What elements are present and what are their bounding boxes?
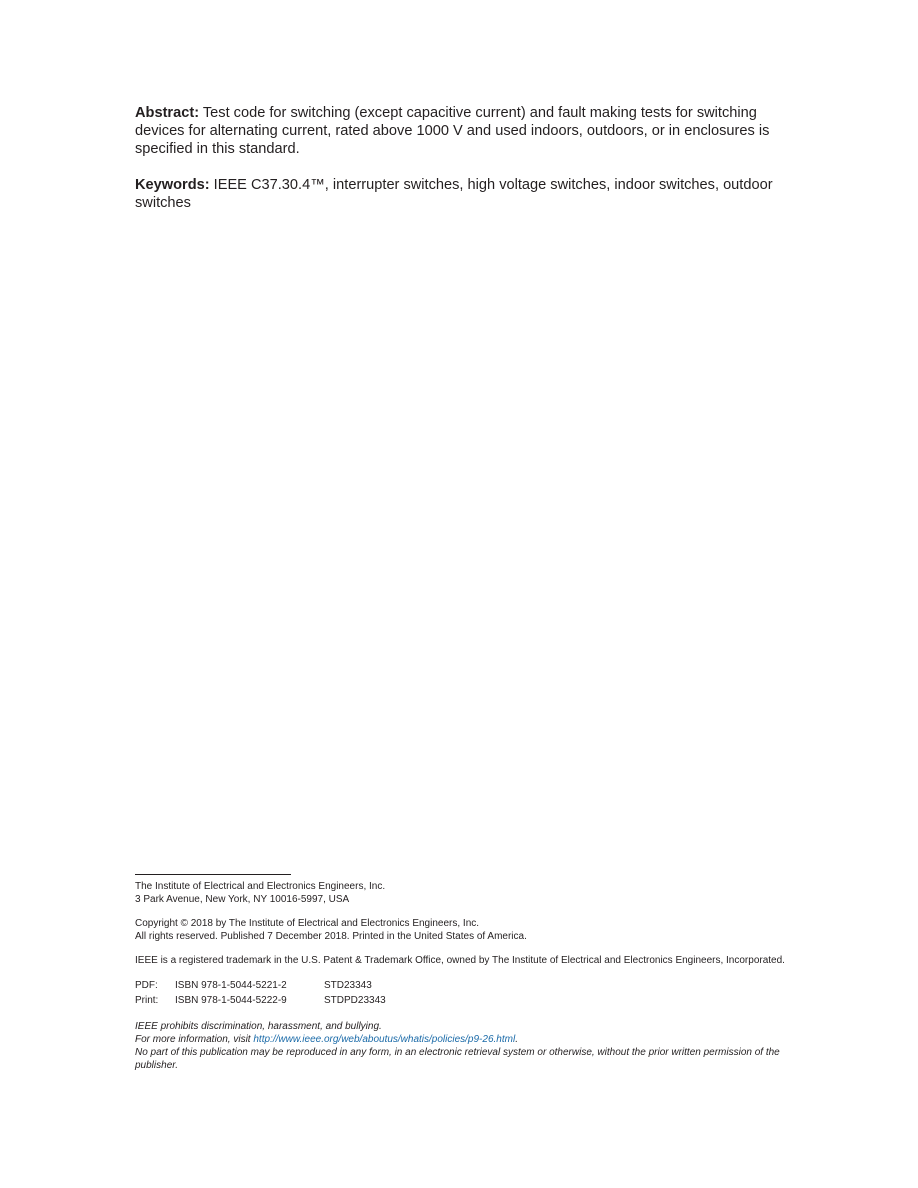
- keywords-text: IEEE C37.30.4™, interrupter switches, high voltage switches, indoor switches, outdoor switches: [135, 177, 773, 211]
- abstract-text: Test code for switching (except capacitive current) and fault making tests for switching devices for alternating current, rated above 1000 V and used indoors, outdoors, or in enclosures is specified in this standard.: [135, 105, 770, 157]
- policy-statement: IEEE prohibits discrimination, harassment, and bullying.: [135, 1021, 382, 1032]
- policy-link[interactable]: http://www.ieee.org/web/aboutus/whatis/policies/p9-26.html: [253, 1034, 516, 1045]
- abstract-section: [135, 104, 787, 212]
- policy-info-prefix: For more information, visit: [135, 1034, 254, 1045]
- isbn-stock-code: STD23343: [324, 980, 372, 991]
- keywords-paragraph: [135, 176, 787, 212]
- copyright-info: [135, 917, 787, 943]
- rights-line: All rights reserved. Published 7 December 2018. Printed in the United States of America.: [135, 931, 527, 942]
- isbn-list: [135, 978, 787, 1008]
- copyright-line: Copyright © 2018 by The Institute of Electrical and Electronics Engineers, Inc.: [135, 918, 480, 929]
- policy-info-line: [135, 1033, 787, 1046]
- reproduction-notice: No part of this publication may be reproduced in any form, in an electronic retrieval system or otherwise, without the prior written permission of the publisher.: [135, 1047, 780, 1071]
- policy-info-suffix: .: [515, 1034, 518, 1045]
- isbn-number: ISBN 978-1-5044-5221-2: [175, 980, 287, 991]
- isbn-format: Print:: [135, 995, 159, 1006]
- policy-notice: [135, 1020, 787, 1072]
- abstract-paragraph: [135, 104, 787, 158]
- isbn-stock-code: STDPD23343: [324, 995, 386, 1006]
- isbn-number: ISBN 978-1-5044-5222-9: [175, 995, 287, 1006]
- publisher-info: [135, 880, 787, 906]
- publication-footer: [135, 880, 787, 1072]
- trademark-info: IEEE is a registered trademark in the U.S. Patent & Trademark Office, owned by The Institute of Electrical and Electronics Engineers, Incorporated.: [135, 955, 785, 966]
- publisher-address: 3 Park Avenue, New York, NY 10016-5997, USA: [135, 894, 350, 905]
- isbn-row-print: [135, 993, 787, 1008]
- keywords-label: Keywords:: [135, 177, 210, 193]
- isbn-row-pdf: [135, 978, 787, 993]
- isbn-format: PDF:: [135, 980, 158, 991]
- publisher-name: The Institute of Electrical and Electronics Engineers, Inc.: [135, 881, 386, 892]
- abstract-label: Abstract:: [135, 105, 200, 121]
- footer-divider: [135, 874, 291, 875]
